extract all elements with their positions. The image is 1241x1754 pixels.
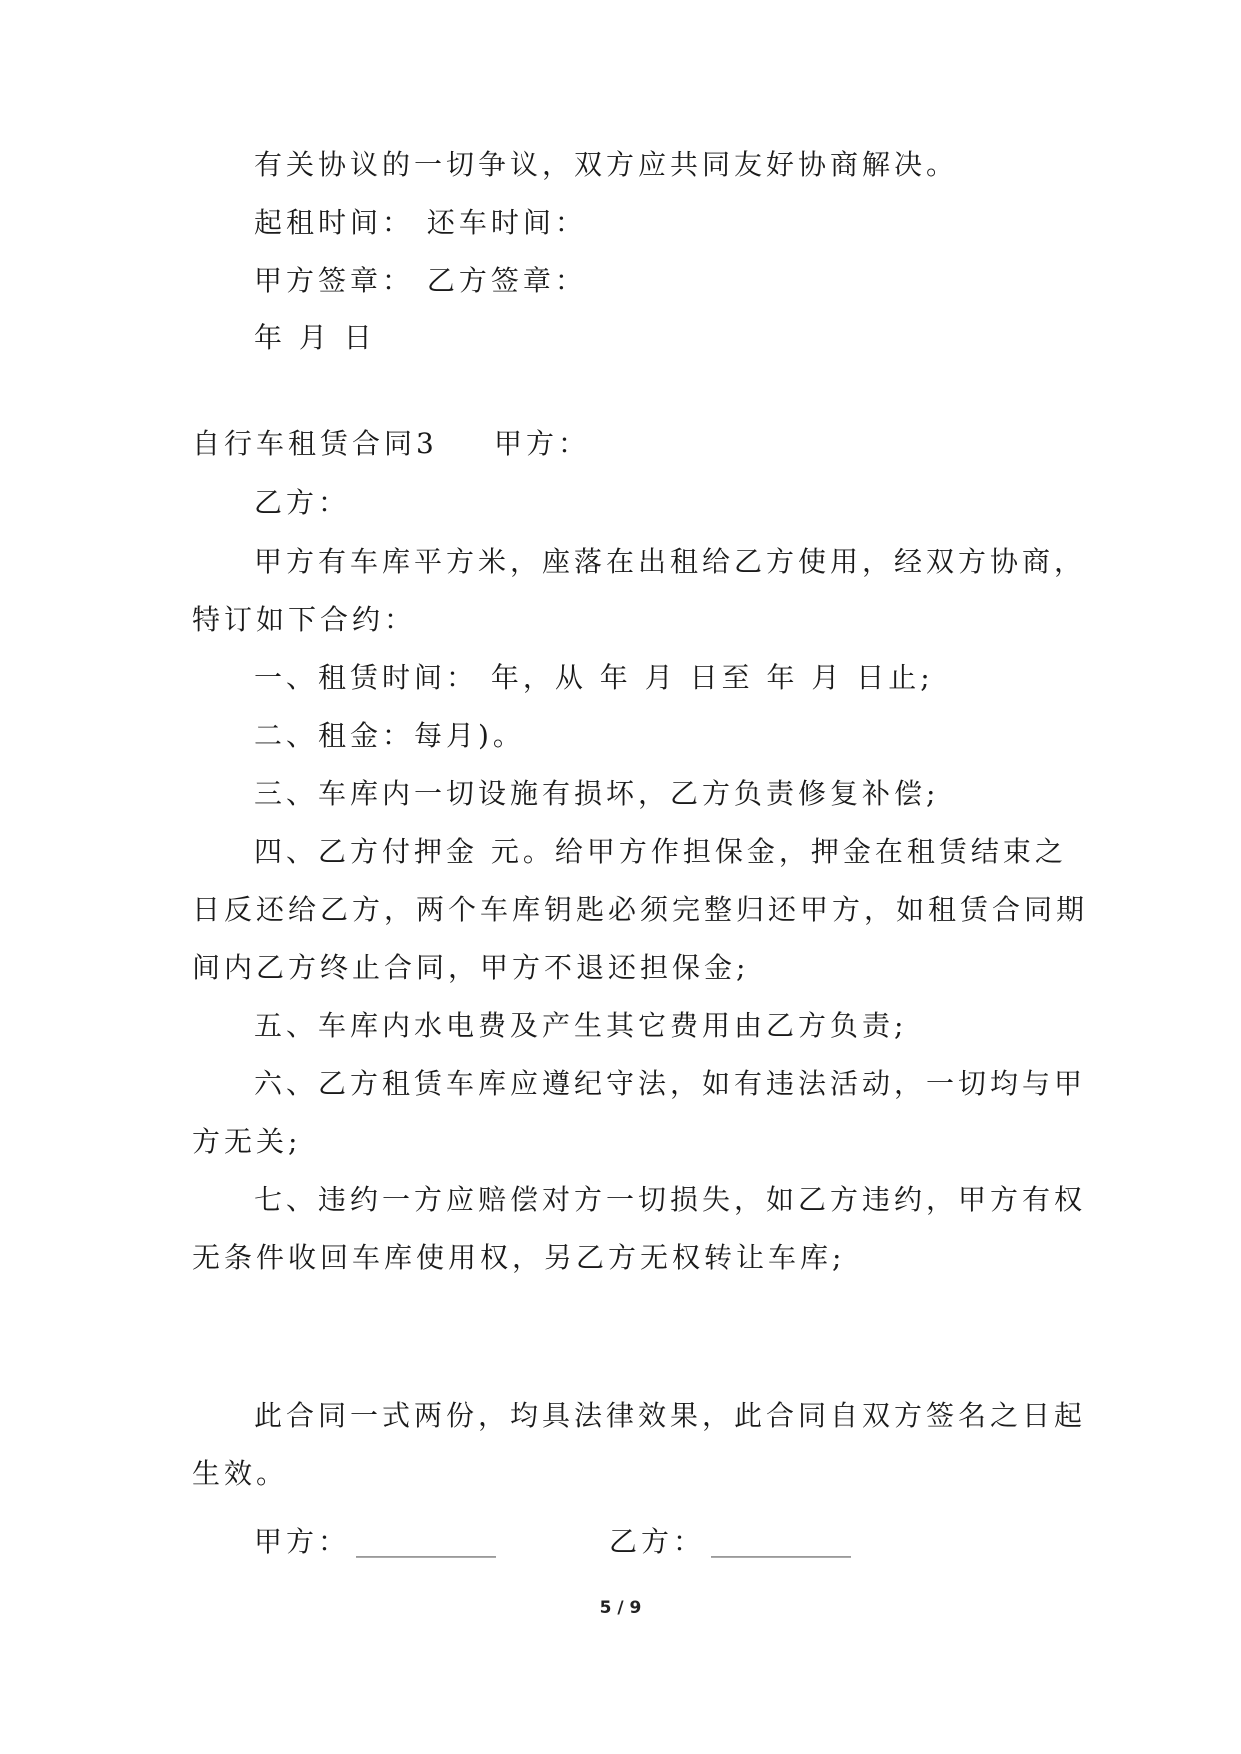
- paragraph-dispute-resolution: 有关协议的一切争议，双方应共同友好协商解决。: [254, 148, 959, 181]
- party-b-line: 乙方：: [254, 486, 351, 519]
- clause-3: 三、车库内一切设施有损坏，乙方负责修复补偿;: [254, 777, 940, 810]
- page-number: 5 / 9: [599, 1598, 642, 1618]
- clause-1: 一、租赁时间： 年，从 年 月 日至 年 月 日止;: [254, 661, 934, 694]
- party-a-signature-blank: __________: [356, 1525, 497, 1558]
- paragraph-intro-continued: 特订如下合约：: [192, 603, 417, 636]
- party-b-signature: [609, 1525, 851, 1559]
- party-a-signature-label: 甲方：: [254, 1525, 351, 1558]
- contract-heading: [192, 427, 591, 461]
- clause-4: 四、乙方付押金 元。给甲方作担保金，押金在租赁结束之: [254, 835, 1067, 868]
- clause-5: 五、车库内水电费及产生其它费用由乙方负责;: [254, 1009, 908, 1042]
- signature-seal-line: 甲方签章： 乙方签章：: [254, 264, 587, 297]
- rental-time-line: 起租时间： 还车时间：: [254, 206, 587, 239]
- clause-6: 六、乙方租赁车库应遵纪守法，如有违法活动，一切均与甲: [254, 1067, 1087, 1100]
- clause-7-continued: 无条件收回车库使用权，另乙方无权转让车库;: [192, 1241, 846, 1274]
- party-a-signature: [254, 1525, 496, 1558]
- party-b-signature-blank: __________: [711, 1525, 852, 1558]
- party-a-heading-label: 甲方：: [494, 427, 591, 460]
- contract-title: 自行车租赁合同3: [192, 427, 438, 460]
- clause-7: 七、违约一方应赔偿对方一切损失，如乙方违约，甲方有权: [254, 1183, 1087, 1216]
- paragraph-intro: 甲方有车库平方米，座落在出租给乙方使用，经双方协商，: [254, 545, 1087, 578]
- clause-6-continued: 方无关;: [192, 1125, 302, 1158]
- clause-2: 二、租金：每月)。: [254, 719, 525, 752]
- party-b-signature-label: 乙方：: [609, 1525, 706, 1558]
- paragraph-effect-continued: 生效。: [192, 1457, 289, 1490]
- paragraph-effect: 此合同一式两份，均具法律效果，此合同自双方签名之日起: [254, 1399, 1087, 1432]
- clause-4-continued-2: 间内乙方终止合同，甲方不退还担保金;: [192, 951, 750, 984]
- date-line: 年 月 日: [254, 321, 376, 354]
- signature-row: [254, 1525, 852, 1559]
- clause-4-continued: 日反还给乙方，两个车库钥匙必须完整归还甲方，如租赁合同期: [192, 893, 1089, 926]
